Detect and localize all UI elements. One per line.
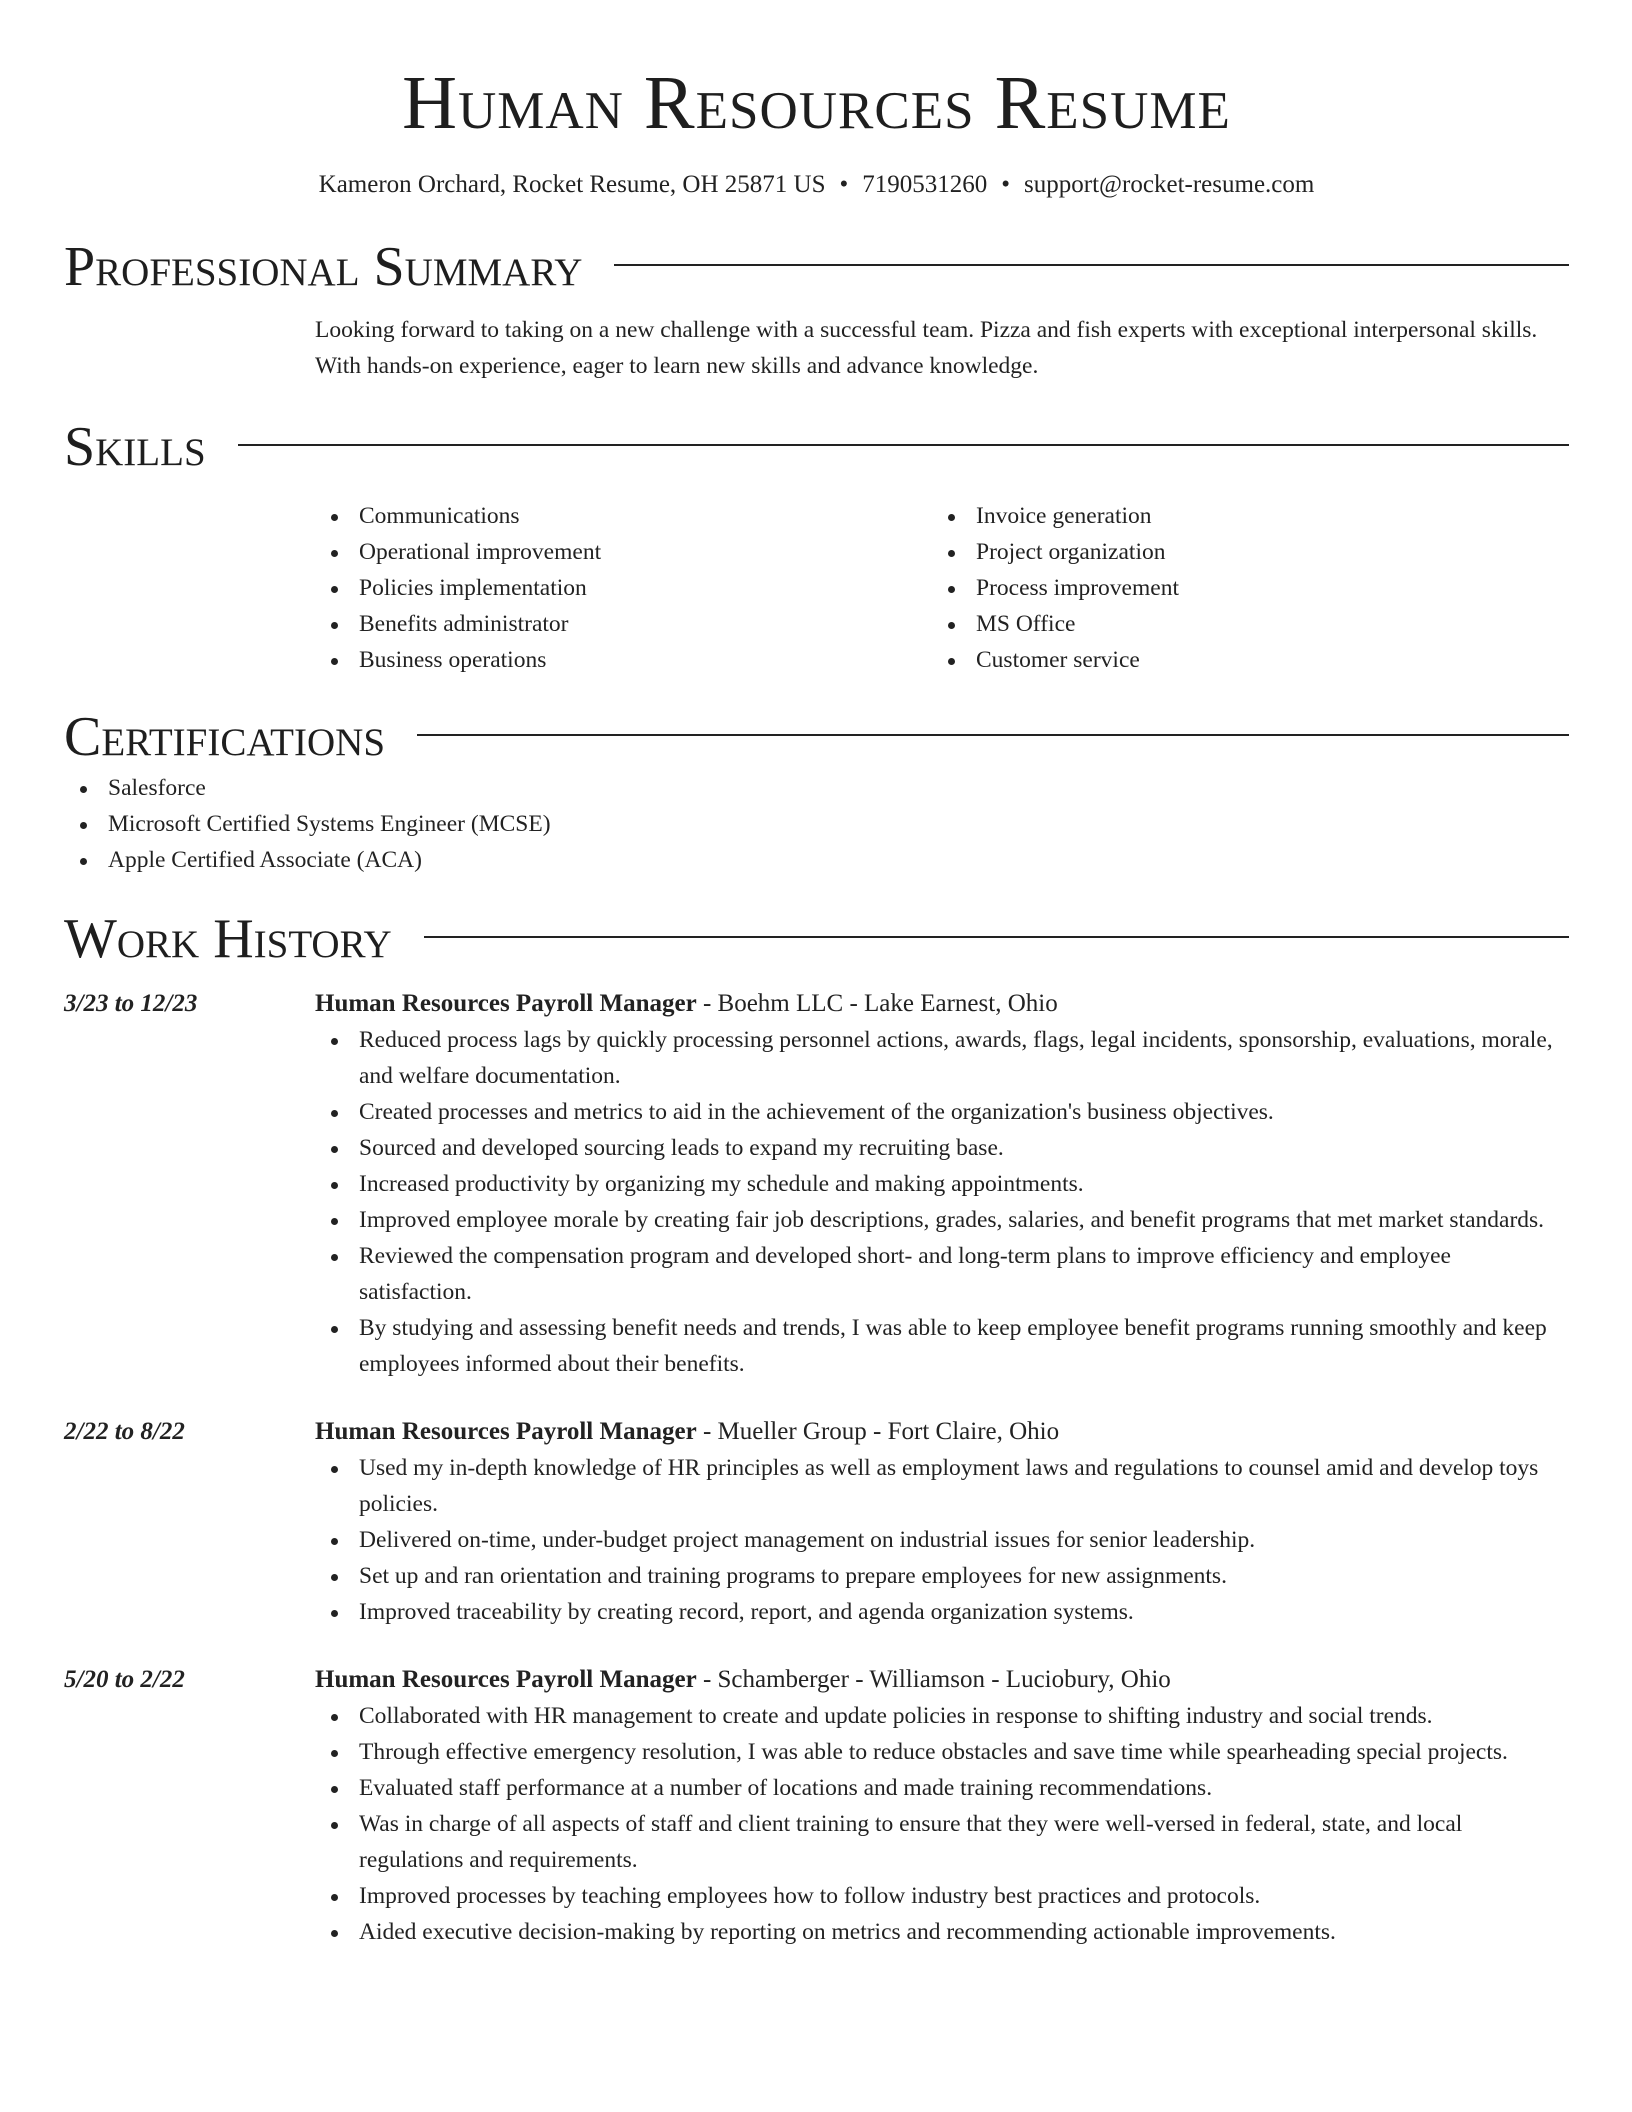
job-duty: Through effective emergency resolution, I was able to reduce obstacles and save time while spearheading special projects. [315, 1734, 1569, 1770]
job-body [315, 1662, 1569, 1950]
job-duties-list [315, 1698, 1569, 1950]
job-company: - Mueller Group - Fort Claire, Ohio [696, 1418, 1060, 1445]
job-duty: Delivered on-time, under-budget project management on industrial issues for senior leadership. [315, 1522, 1569, 1558]
job-duty: Improved traceability by creating record, report, and agenda organization systems. [315, 1594, 1569, 1630]
skill-item: Policies implementation [315, 570, 932, 606]
skill-item: Operational improvement [315, 534, 932, 570]
contact-address: Kameron Orchard, Rocket Resume, OH 25871 US [318, 171, 826, 198]
job-duty: Collaborated with HR management to create and update policies in response to shifting industry and social trends. [315, 1698, 1569, 1734]
contact-separator: • [1001, 171, 1011, 198]
skill-item: Business operations [315, 642, 932, 678]
contact-phone: 7190531260 [862, 171, 988, 198]
job-company: - Schamberger - Williamson - Luciobury, Ohio [696, 1666, 1171, 1693]
section-divider [424, 936, 1569, 938]
certification-item: Salesforce [64, 770, 1569, 806]
job-duty: Evaluated staff performance at a number of locations and made training recommendations. [315, 1770, 1569, 1806]
skill-item: Invoice generation [932, 498, 1549, 534]
skills-heading: Skills [64, 416, 206, 478]
job-duty: Reduced process lags by quickly processing personnel actions, awards, flags, legal incidents, sponsorship, evaluations, morale, and welfare documentation. [315, 1022, 1569, 1094]
job-duty: Was in charge of all aspects of staff and client training to ensure that they were well-versed in federal, state, and local regulations and requirements. [315, 1806, 1569, 1878]
certification-item: Microsoft Certified Systems Engineer (MCSE) [64, 806, 1569, 842]
job-dates: 5/20 to 2/22 [64, 1666, 185, 1693]
skills-list-right [932, 498, 1549, 678]
summary-section-header [64, 234, 1569, 300]
job-duty: Improved processes by teaching employees how to follow industry best practices and protocols. [315, 1878, 1569, 1914]
certifications-section-header [64, 704, 1569, 770]
summary-heading: Professional Summary [64, 236, 583, 298]
skill-item: MS Office [932, 606, 1549, 642]
job-dates: 2/22 to 8/22 [64, 1418, 185, 1445]
job-dates: 3/23 to 12/23 [64, 990, 198, 1017]
job-duty: Set up and ran orientation and training programs to prepare employees for new assignments. [315, 1558, 1569, 1594]
job-heading [315, 1414, 1569, 1450]
job-duty: Aided executive decision-making by reporting on metrics and recommending actionable improvements. [315, 1914, 1569, 1950]
section-divider [238, 444, 1569, 446]
contact-separator: • [839, 171, 849, 198]
job-heading [315, 1662, 1569, 1698]
job-title: Human Resources Payroll Manager [315, 1418, 697, 1445]
job-body [315, 986, 1569, 1382]
contact-email: support@rocket-resume.com [1024, 171, 1315, 198]
summary-text: Looking forward to taking on a new challenge with a successful team. Pizza and fish experts with exceptional interpersonal skills. With hands-on experience, eager to learn new skills and advance knowledge. [315, 317, 1538, 379]
job-title: Human Resources Payroll Manager [315, 1666, 697, 1693]
job-duty: Created processes and metrics to aid in the achievement of the organization's business objectives. [315, 1094, 1569, 1130]
skill-item: Project organization [932, 534, 1549, 570]
section-divider [614, 264, 1569, 266]
job-duty: By studying and assessing benefit needs and trends, I was able to keep employee benefit programs running smoothly and keep employees informed about their benefits. [315, 1310, 1569, 1382]
job-duty: Used my in-depth knowledge of HR principles as well as employment laws and regulations to counsel amid and develop toys policies. [315, 1450, 1569, 1522]
skill-item: Benefits administrator [315, 606, 932, 642]
job-entry [64, 986, 1569, 1382]
job-duty: Reviewed the compensation program and developed short- and long-term plans to improve efficiency and employee satisfaction. [315, 1238, 1569, 1310]
skill-item: Customer service [932, 642, 1549, 678]
skill-item: Communications [315, 498, 932, 534]
certifications-heading: Certifications [64, 706, 386, 768]
job-duty: Improved employee morale by creating fair job descriptions, grades, salaries, and benefit programs that met market standards. [315, 1202, 1569, 1238]
work-history-heading: Work History [64, 908, 392, 970]
job-duty: Sourced and developed sourcing leads to expand my recruiting base. [315, 1130, 1569, 1166]
contact-line [64, 168, 1569, 202]
job-entry [64, 1414, 1569, 1630]
job-duties-list [315, 1022, 1569, 1382]
job-body [315, 1414, 1569, 1630]
job-duties-list [315, 1450, 1569, 1630]
certification-item: Apple Certified Associate (ACA) [64, 842, 1569, 878]
certifications-list [64, 770, 1569, 878]
job-entry [64, 1662, 1569, 1950]
job-company: - Boehm LLC - Lake Earnest, Ohio [696, 990, 1058, 1017]
skills-section-header [64, 414, 1569, 480]
work-history-section-header [64, 906, 1569, 972]
resume-title: Human Resources Resume [402, 61, 1231, 145]
job-heading [315, 986, 1569, 1022]
job-duty: Increased productivity by organizing my schedule and making appointments. [315, 1166, 1569, 1202]
skill-item: Process improvement [932, 570, 1549, 606]
job-title: Human Resources Payroll Manager [315, 990, 697, 1017]
skills-grid [315, 498, 1569, 678]
section-divider [417, 734, 1569, 736]
skills-list-left [315, 498, 932, 678]
